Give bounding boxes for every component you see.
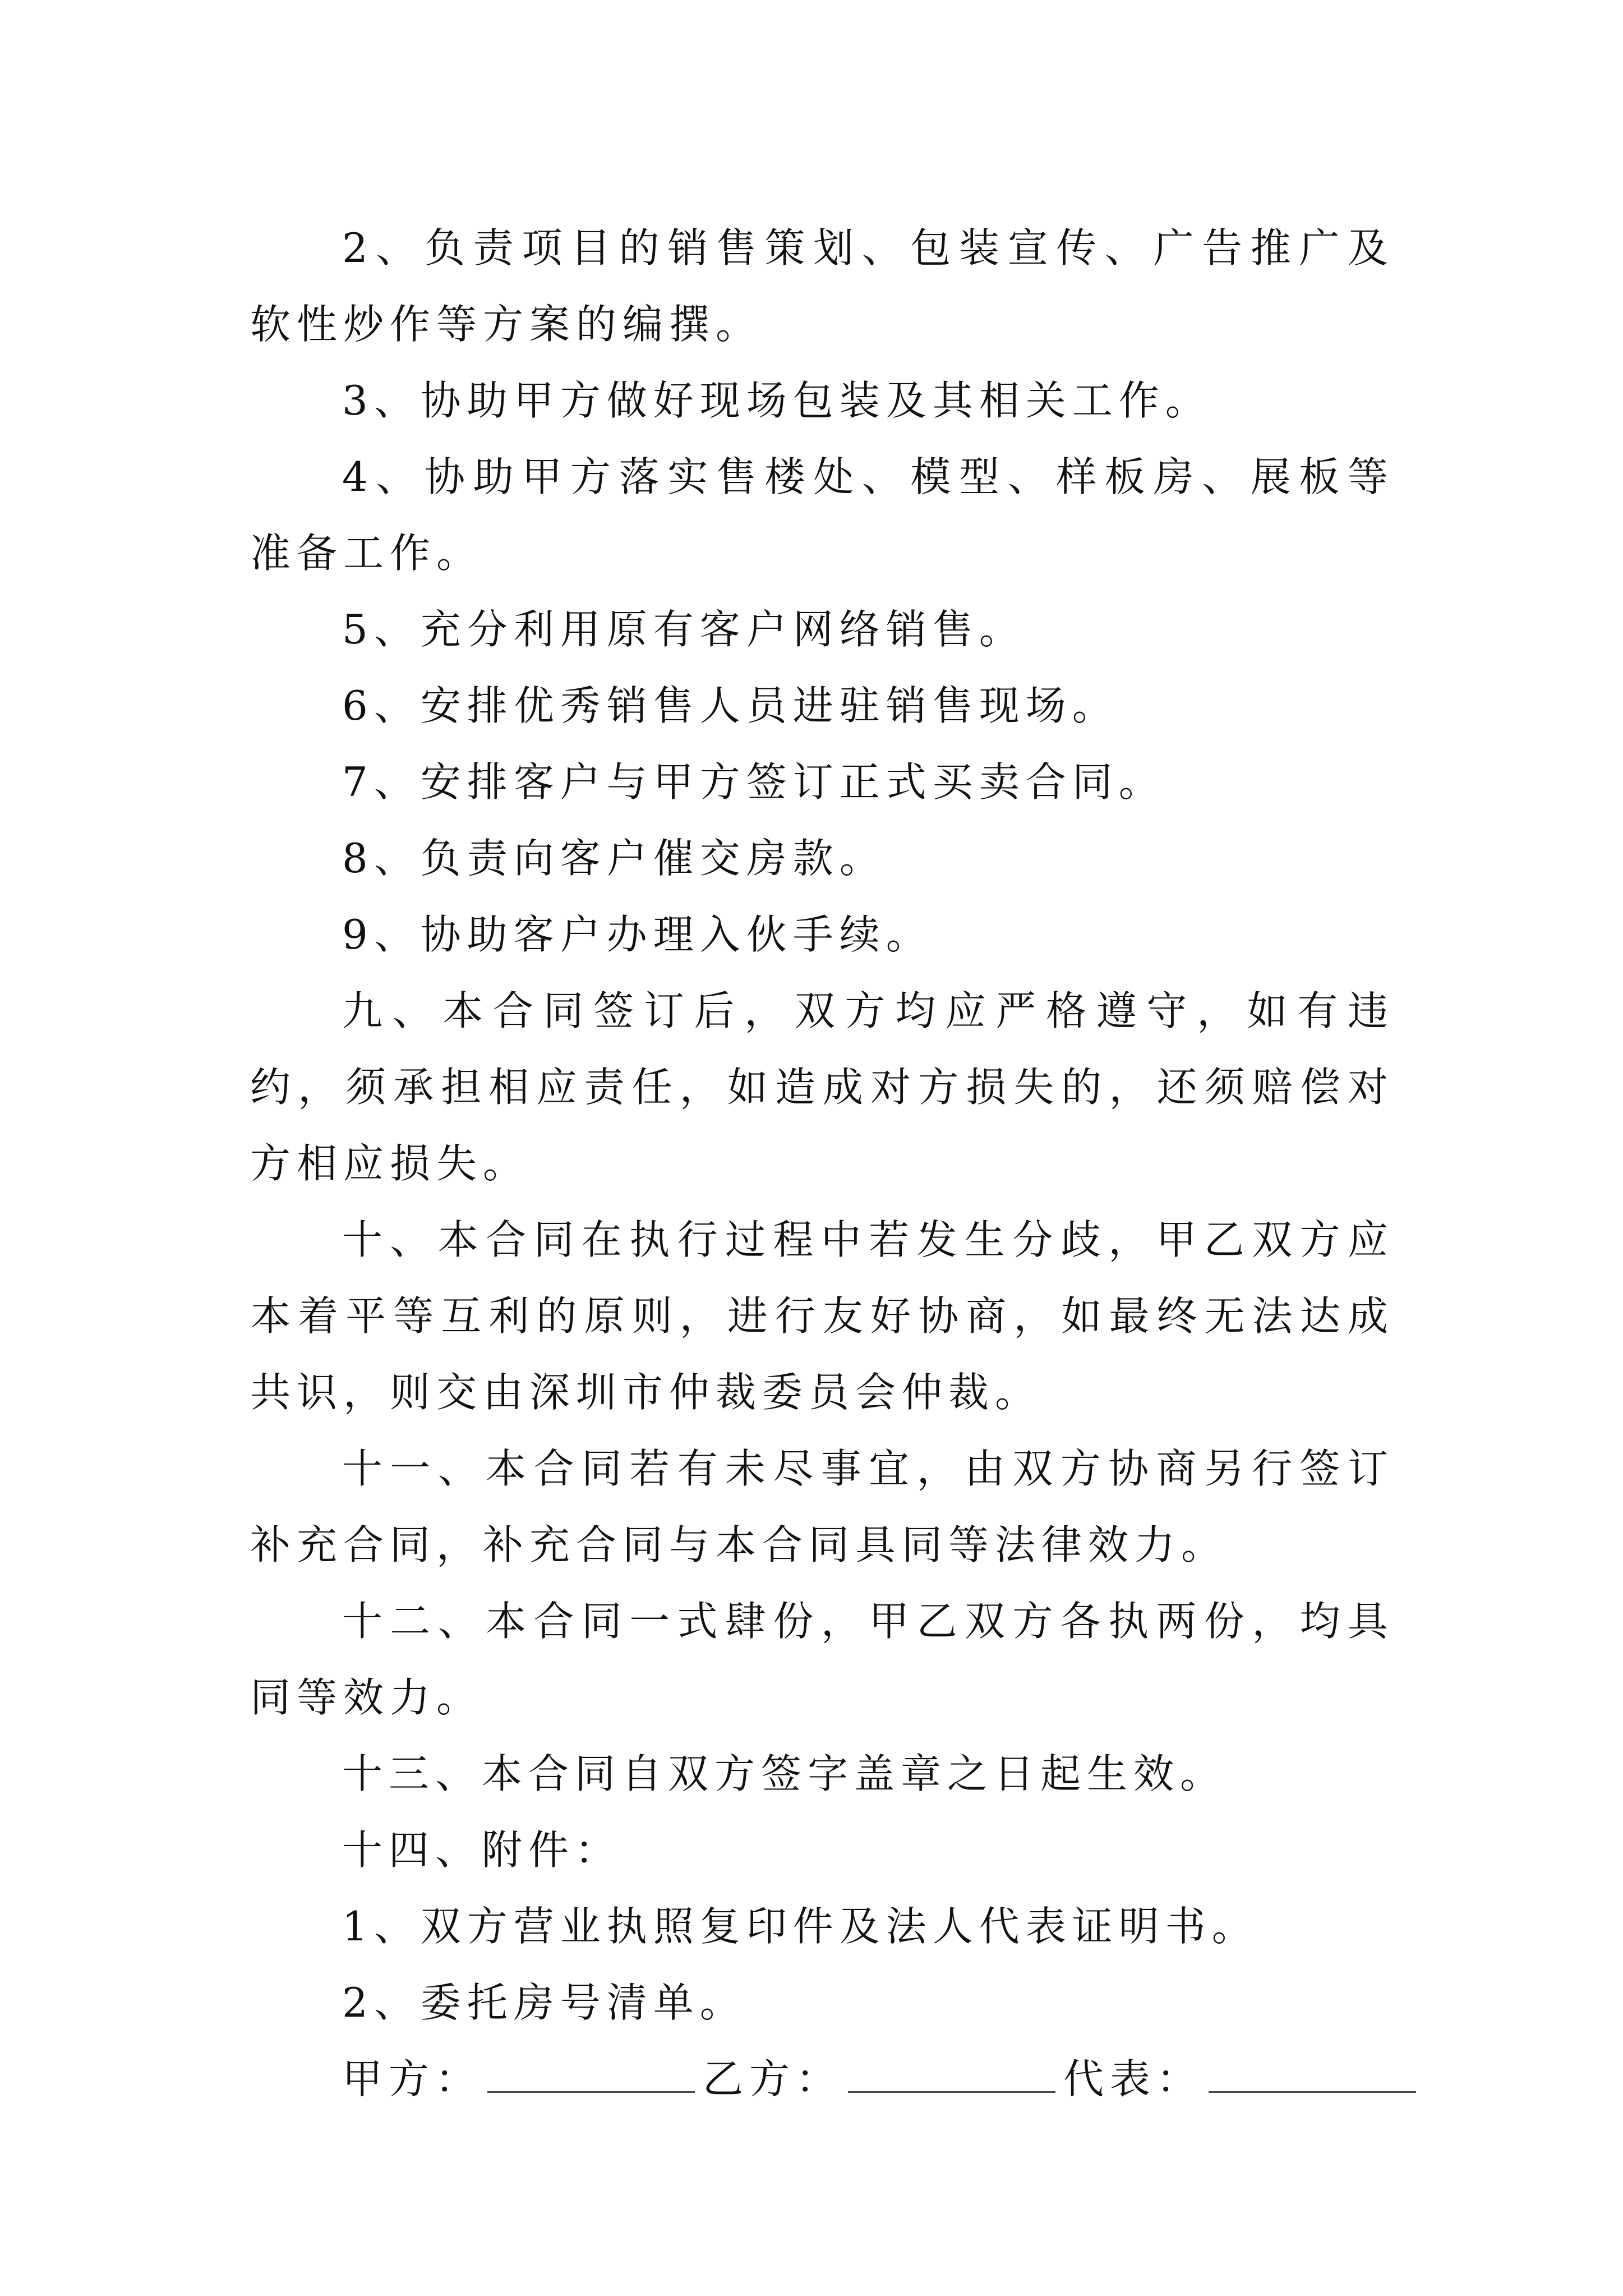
article-14-heading: 十四、附件： xyxy=(342,1826,622,1874)
clause-item-4: 4、协助甲方落实售楼处、模型、样板房、展板等准备工作。 xyxy=(250,453,1394,577)
attachment-item-1: 1、双方营业执照复印件及法人代表证明书。 xyxy=(342,1903,1258,1950)
party-a-label: 甲方： xyxy=(342,2055,482,2102)
article-9: 九、本合同签订后，双方均应严格遵守，如有违约，须承担相应责任，如造成对方损失的，还须赔偿对方相应损失。 xyxy=(250,987,1394,1187)
party-a-signature-blank[interactable] xyxy=(487,2058,695,2093)
contract-body xyxy=(250,210,1394,2117)
article-12: 十二、本合同一式肆份，甲乙双方各执两份，均具同等效力。 xyxy=(250,1598,1394,1721)
signature-line xyxy=(250,2041,1394,2117)
clause-item-6: 6、安排优秀销售人员进驻销售现场。 xyxy=(342,682,1119,729)
clause-item-2: 2、负责项目的销售策划、包装宣传、广告推广及软性炒作等方案的编撰。 xyxy=(250,224,1394,348)
clause-item-7: 7、安排客户与甲方签订正式买卖合同。 xyxy=(342,758,1165,806)
article-11: 十一、本合同若有未尽事宜，由双方协商另行签订补充合同，补充合同与本合同具同等法律效力。 xyxy=(250,1445,1394,1568)
attachment-item-2: 2、委托房号清单。 xyxy=(342,1979,746,2026)
party-b-label: 乙方： xyxy=(703,2055,843,2102)
representative-label: 代表： xyxy=(1063,2055,1204,2102)
clause-item-9: 9、协助客户办理入伙手续。 xyxy=(342,911,933,958)
party-b-signature-blank[interactable] xyxy=(848,2058,1055,2093)
representative-signature-blank[interactable] xyxy=(1209,2058,1416,2093)
article-10: 十、本合同在执行过程中若发生分歧，甲乙双方应本着平等互利的原则，进行友好协商，如最终无法达成共识，则交由深圳市仲裁委员会仲裁。 xyxy=(250,1216,1394,1416)
article-13: 十三、本合同自双方签字盖章之日起生效。 xyxy=(342,1750,1227,1797)
clause-item-8: 8、负责向客户催交房款。 xyxy=(342,835,886,882)
clause-item-5: 5、充分利用原有客户网络销售。 xyxy=(342,606,1026,653)
clause-item-3: 3、协助甲方做好现场包装及其相关工作。 xyxy=(342,377,1212,424)
